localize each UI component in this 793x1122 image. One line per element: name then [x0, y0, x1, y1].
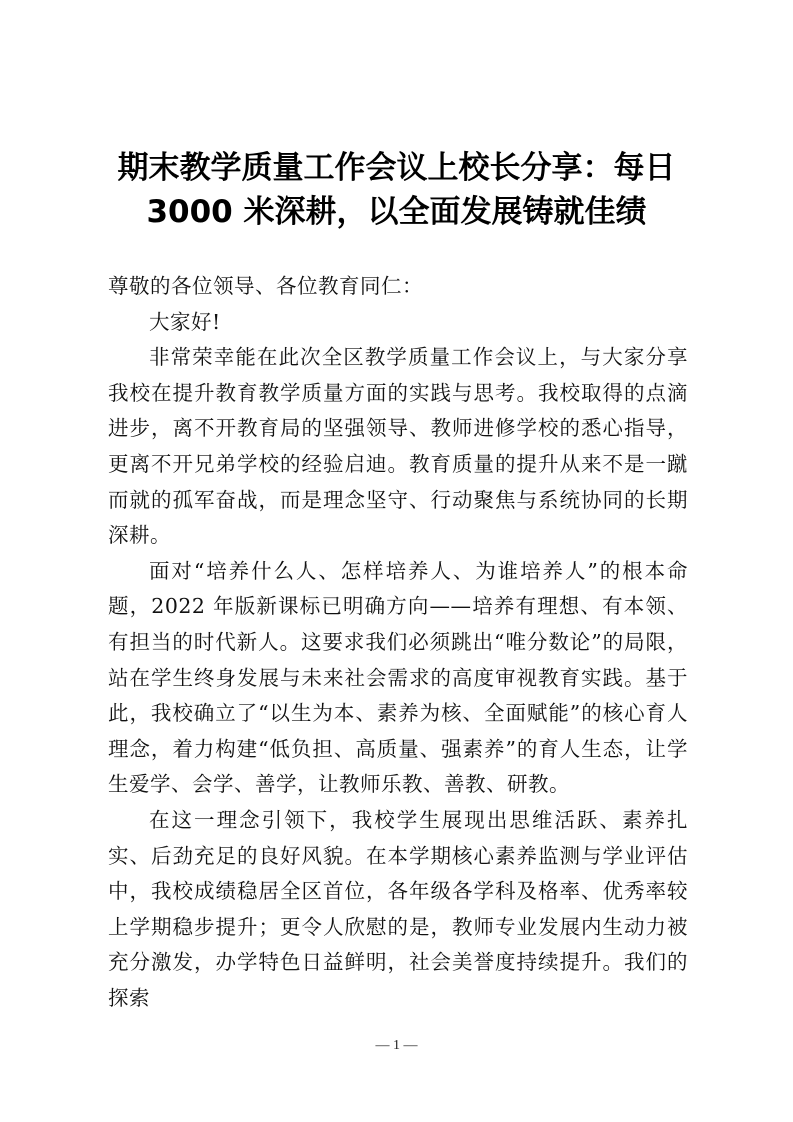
paragraph: 面对“培养什么人、怎样培养人、为谁培养人”的根本命题，2022 年版新课标已明确方向——培养有理想、有本领、有担当的时代新人。这要求我们必须跳出“唯分数论”的局限，站在学生终身发展与未来社会需求的高度审视教育实践。基于此，我校确立了“以生为本、素养为核、全面赋能”的核心育人理念，着力构建“低负担、高质量、强素养”的育人生态，让学生爱学、会学、善学，让教师乐教、善教、研教。: [108, 558, 688, 797]
title-line-2: 3000 米深耕，以全面发展铸就佳绩: [146, 194, 647, 230]
paragraph: 非常荣幸能在此次全区教学质量工作会议上，与大家分享我校在提升教育教学质量方面的实践与思考。我校取得的点滴进步，离不开教育局的坚强领导、教师进修学校的悉心指导，更离不开兄弟学校的经验启迪。教育质量的提升从来不是一蹴而就的孤军奋战，而是理念坚守、行动聚焦与系统协同的长期深耕。: [108, 345, 688, 548]
greeting: 大家好!: [149, 309, 221, 334]
page-number: — 1 —: [375, 1038, 418, 1053]
title-line-1: 期末教学质量工作会议上校长分享：每日: [117, 150, 676, 186]
paragraph: 在这一理念引领下，我校学生展现出思维活跃、素养扎实、后劲充足的良好风貌。在本学期核心素养监测与学业评估中，我校成绩稳居全区首位，各年级各学科及格率、优秀率较上学期稳步提升；更令人欣慰的是，教师专业发展内生动力被充分激发，办学特色日益鲜明，社会美誉度持续提升。我们的探索: [108, 807, 688, 1010]
document-title: [90, 146, 703, 234]
salutation: 尊敬的各位领导、各位教育同仁：: [108, 274, 423, 298]
document-body: [108, 269, 688, 1016]
